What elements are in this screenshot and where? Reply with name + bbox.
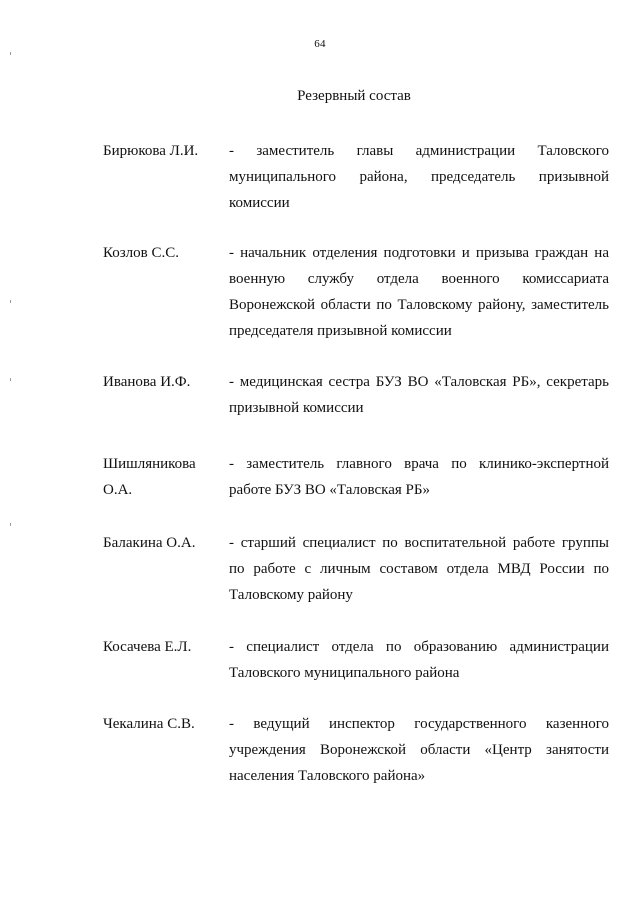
member-description: - старший специалист по воспитательной работе группы по работе с личным составом отдела МВД России по Таловскому району: [229, 535, 609, 603]
member-description: - заместитель главы администрации Таловского муниципального района, председатель призывной комиссии: [229, 143, 609, 211]
member-description: - медицинская сестра БУЗ ВО «Таловская РБ», секретарь призывной комиссии: [229, 374, 609, 416]
scan-mark: [10, 378, 11, 381]
member-description: - ведущий инспектор государственного казенного учреждения Воронежской области «Центр занятости населения Таловского района»: [229, 716, 609, 784]
member-name: Чекалина С.В.: [103, 716, 195, 732]
member-name: Шишляникова О.А.: [103, 456, 196, 498]
page-number: 64: [314, 38, 326, 50]
member-name: Бирюкова Л.И.: [103, 143, 199, 159]
scan-mark: [10, 300, 11, 303]
section-title: Резервный состав: [297, 88, 411, 104]
member-description: - заместитель главного врача по клинико-экспертной работе БУЗ ВО «Таловская РБ»: [229, 456, 609, 498]
member-name: Балакина О.А.: [103, 535, 196, 551]
scan-mark: [10, 52, 11, 55]
member-description: - начальник отделения подготовки и призыва граждан на военную службу отдела военного комиссариата Воронежской области по Таловскому району, заместитель председателя призывной комиссии: [229, 245, 609, 339]
member-name: Косачева Е.Л.: [103, 639, 192, 655]
member-description: - специалист отдела по образованию администрации Таловского муниципального района: [229, 639, 609, 681]
scan-mark: [10, 523, 11, 526]
member-name: Иванова И.Ф.: [103, 374, 191, 390]
member-name: Козлов С.С.: [103, 245, 180, 261]
